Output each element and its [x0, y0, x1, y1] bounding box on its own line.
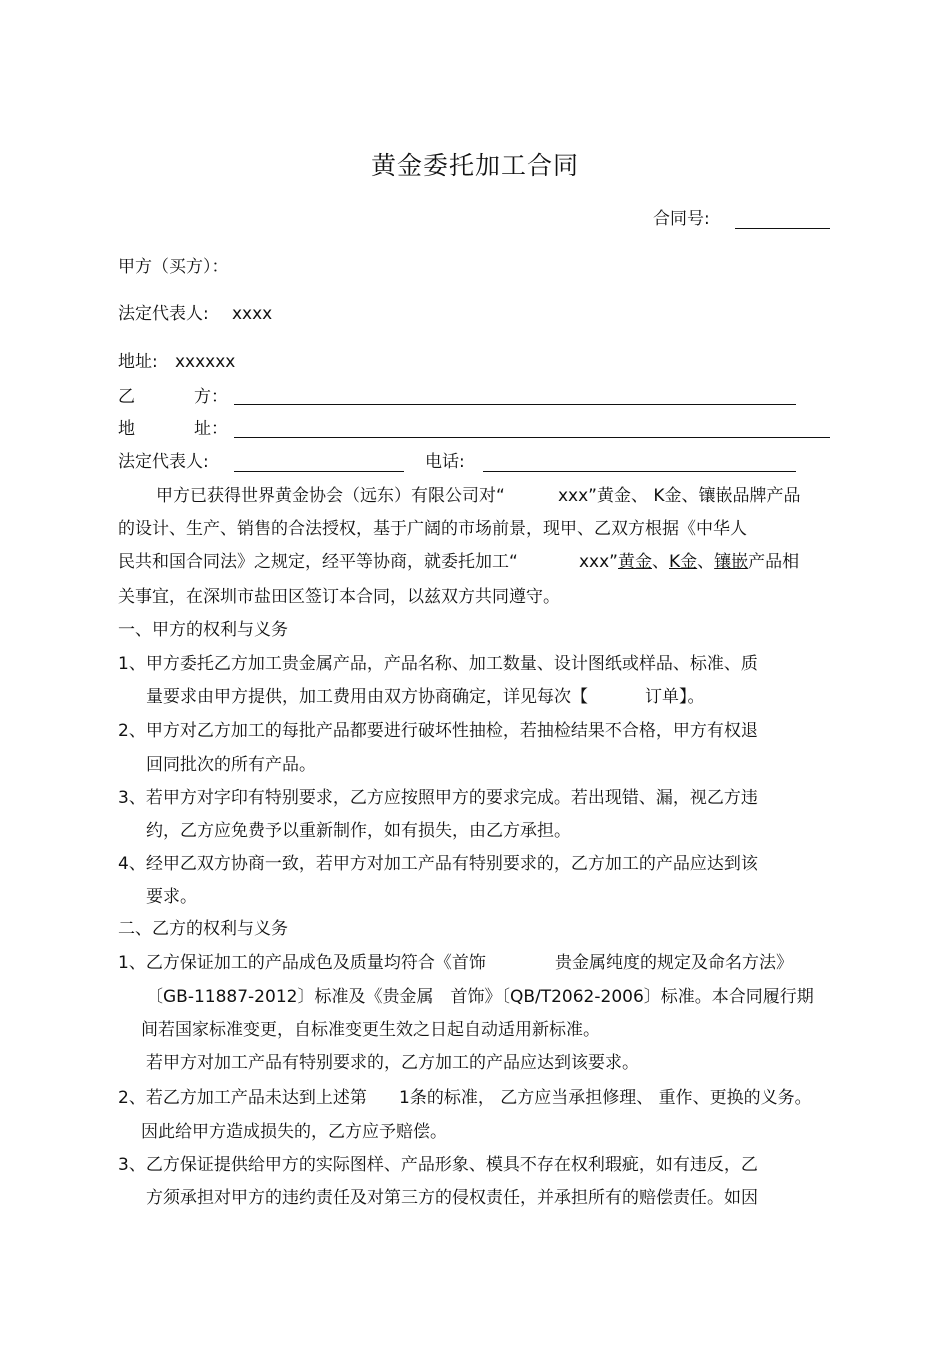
- s2-item3-line2: 方须承担对甲方的违约责任及对第三方的侵权责任，并承担所有的赔偿责任。如因: [146, 1188, 758, 1208]
- s2-item2-line1a: 2、若乙方加工产品未达到上述第: [118, 1088, 367, 1108]
- preamble-line-3a: 民共和国合同法》之规定，经平等协商，就委托加工“: [118, 552, 518, 572]
- s2-item2-line2: 因此给甲方造成损失的，乙方应予赔偿。: [141, 1122, 447, 1142]
- s2-item1-line3: 间若国家标准变更，自标准变更生效之日起自动适用新标准。: [141, 1020, 600, 1040]
- party-b-label: 乙: [118, 387, 135, 407]
- s2-item1-line2: 〔GB-11887-2012〕标准及《贵金属 首饰》〔QB/T2062-2006〕标准。本合同履行期: [146, 987, 814, 1007]
- address-b-label: 地: [118, 419, 135, 439]
- preamble-gold: 黄金: [618, 552, 652, 572]
- preamble-brand: xxx”: [579, 552, 618, 572]
- party-b-field[interactable]: [234, 404, 796, 405]
- s1-item1-line2b: 订单】。: [645, 687, 705, 707]
- s2-item2-line1b: 1条的标准， 乙方应当承担修理、 重作、更换的义务。: [399, 1088, 812, 1108]
- s1-item4-line2: 要求。: [146, 887, 197, 907]
- contract-number-field[interactable]: [735, 228, 830, 229]
- party-b-label-suffix: 方：: [194, 387, 228, 407]
- phone-field[interactable]: [483, 471, 796, 472]
- address-b-label-suffix: 址：: [194, 419, 228, 439]
- preamble-line-1a: 甲方已获得世界黄金协会（远东）有限公司对“: [156, 486, 505, 506]
- preamble-line-2: 的设计、生产、销售的合法授权，基于广阔的市场前景，现甲、乙双方根据《中华人: [118, 519, 747, 539]
- legal-rep-b-field[interactable]: [234, 471, 404, 472]
- s1-item2-line1: 2、甲方对乙方加工的每批产品都要进行破坏性抽检，若抽检结果不合格，甲方有权退: [118, 721, 758, 741]
- address-value: xxxxxx: [175, 352, 236, 372]
- section-2-heading: 二、乙方的权利与义务: [118, 919, 288, 939]
- s1-item1-line1: 1、甲方委托乙方加工贵金属产品，产品名称、加工数量、设计图纸或样品、标准、质: [118, 654, 758, 674]
- preamble-line-1b: xxx”黄金、 K金、镶嵌品牌产品: [558, 486, 801, 506]
- s1-item2-line2: 回同批次的所有产品。: [146, 755, 316, 775]
- s1-item3-line2: 约，乙方应免费予以重新制作，如有损失，由乙方承担。: [146, 821, 571, 841]
- s1-item3-line1: 3、若甲方对字印有特别要求，乙方应按照甲方的要求完成。若出现错、漏，视乙方违: [118, 788, 758, 808]
- s2-item3-line1: 3、乙方保证提供给甲方的实际图样、产品形象、模具不存在权利瑕疵，如有违反，乙: [118, 1155, 758, 1175]
- party-a-label: 甲方（买方）：: [118, 257, 229, 277]
- preamble-inlay: 镶嵌: [714, 552, 749, 572]
- s2-item1-line1b: 贵金属纯度的规定及命名方法》: [555, 953, 793, 973]
- preamble-line-3-end: 产品相: [748, 552, 800, 572]
- legal-rep-value: xxxx: [232, 304, 273, 324]
- preamble-sep-2: 、: [697, 552, 715, 572]
- s1-item1-line2a: 量要求由甲方提供，加工费用由双方协商确定，详见每次【: [146, 687, 588, 707]
- legal-rep-label: 法定代表人:: [118, 304, 209, 324]
- legal-rep-b-label: 法定代表人:: [118, 452, 209, 472]
- document-title: 黄金委托加工合同: [370, 151, 579, 180]
- s2-item1-line1a: 1、乙方保证加工的产品成色及质量均符合《首饰: [118, 953, 486, 973]
- phone-label: 电话:: [425, 452, 465, 472]
- preamble-line-4: 关事宜，在深圳市盐田区签订本合同，以兹双方共同遵守。: [118, 587, 560, 607]
- contract-number-label: 合同号:: [653, 209, 710, 229]
- s1-item4-line1: 4、经甲乙双方协商一致，若甲方对加工产品有特别要求的，乙方加工的产品应达到该: [118, 854, 758, 874]
- preamble-sep-1: 、: [652, 552, 669, 572]
- address-label: 地址:: [118, 352, 158, 372]
- s2-item1-line4: 若甲方对加工产品有特别要求的，乙方加工的产品应达到该要求。: [146, 1053, 639, 1073]
- section-1-heading: 一、甲方的权利与义务: [118, 620, 288, 640]
- preamble-line-3b: [579, 554, 799, 571]
- address-b-field[interactable]: [234, 437, 830, 438]
- preamble-kgold: K金: [669, 552, 698, 572]
